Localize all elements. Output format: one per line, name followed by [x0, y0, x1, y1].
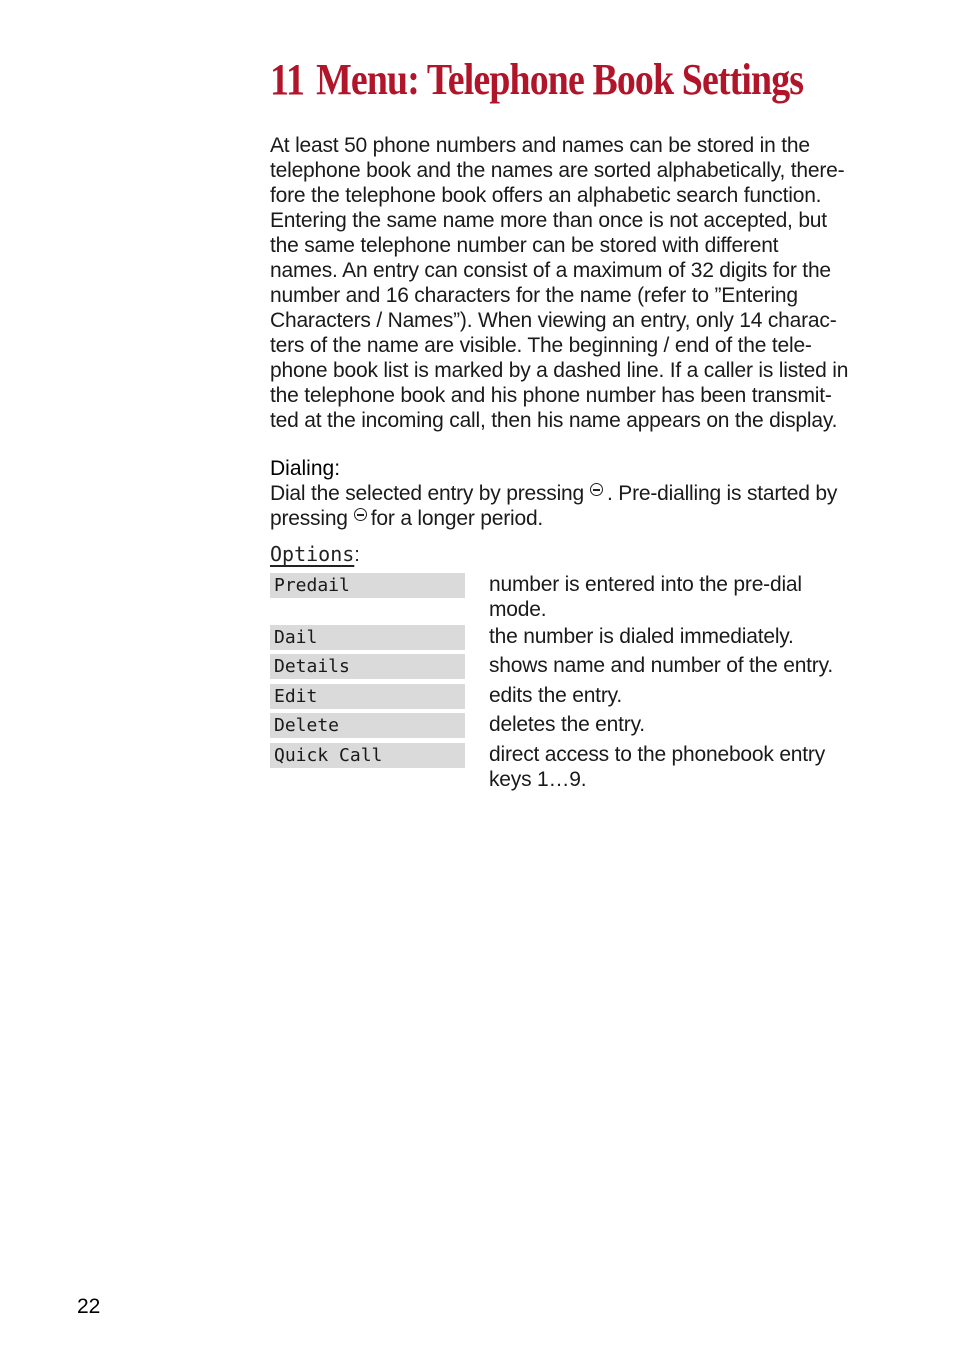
intro-line: fore the telephone book offers an alphabetic search function.: [270, 184, 822, 207]
dialing-text: Dial the selected entry by pressing: [270, 482, 584, 505]
dialing-heading: Dialing:: [270, 457, 341, 480]
option-desc-line: the number is dialed immediately.: [489, 625, 794, 648]
option-key-edit: Edit: [270, 684, 465, 709]
call-key-icon: [354, 508, 367, 521]
option-desc-dail: [489, 624, 889, 649]
options-label-text: Options: [270, 542, 355, 566]
dialing-line-2: [270, 506, 882, 531]
option-desc-predail: [489, 572, 889, 622]
option-key-predail: Predail: [270, 573, 465, 598]
intro-paragraph: [270, 133, 882, 433]
dialing-line-1: [270, 481, 882, 506]
intro-line: Entering the same name more than once is not accepted, but: [270, 209, 827, 232]
option-key-dail: Dail: [270, 625, 465, 650]
options-colon: :: [354, 544, 360, 566]
option-desc-line: number is entered into the pre-dial: [489, 573, 802, 596]
page-title: [270, 52, 803, 108]
option-desc-line: mode.: [489, 598, 547, 621]
chapter-title-text: Menu: Telephone Book Settings: [316, 55, 804, 104]
dialing-paragraph: [270, 481, 882, 531]
dialing-text: for a longer period.: [370, 507, 544, 530]
option-desc-edit: [489, 683, 889, 708]
call-key-icon: [590, 483, 603, 496]
option-key-quick-call: Quick Call: [270, 743, 465, 768]
option-desc-line: direct access to the phonebook entry: [489, 743, 826, 766]
dialing-text: pressing: [270, 507, 348, 530]
option-desc-line: shows name and number of the entry.: [489, 654, 833, 677]
option-key-delete: Delete: [270, 713, 465, 738]
intro-line: the same telephone number can be stored with different: [270, 234, 779, 257]
option-desc-line: edits the entry.: [489, 684, 622, 707]
intro-line: ters of the name are visible. The beginning / end of the tele-: [270, 334, 812, 357]
options-label: [270, 540, 360, 569]
option-desc-details: [489, 653, 889, 678]
intro-line: Characters / Names”). When viewing an entry, only 14 charac-: [270, 309, 837, 332]
option-desc-quick-call: [489, 742, 889, 792]
dialing-text: . Pre-dialling is started by: [607, 482, 838, 505]
intro-line: names. An entry can consist of a maximum of 32 digits for the: [270, 259, 831, 282]
option-desc-line: keys 1…9.: [489, 768, 587, 791]
option-desc-line: deletes the entry.: [489, 713, 645, 736]
intro-line: the telephone book and his phone number has been transmit-: [270, 384, 832, 407]
option-key-details: Details: [270, 654, 465, 679]
intro-line: At least 50 phone numbers and names can be stored in the: [270, 134, 810, 157]
page-number: 22: [77, 1295, 101, 1318]
option-desc-delete: [489, 712, 889, 737]
intro-line: ted at the incoming call, then his name appears on the display.: [270, 409, 838, 432]
intro-line: number and 16 characters for the name (refer to ”Entering: [270, 284, 798, 307]
chapter-number: 11: [270, 55, 305, 104]
intro-line: phone book list is marked by a dashed line. If a caller is listed in: [270, 359, 849, 382]
intro-line: telephone book and the names are sorted alphabetically, there-: [270, 159, 845, 182]
